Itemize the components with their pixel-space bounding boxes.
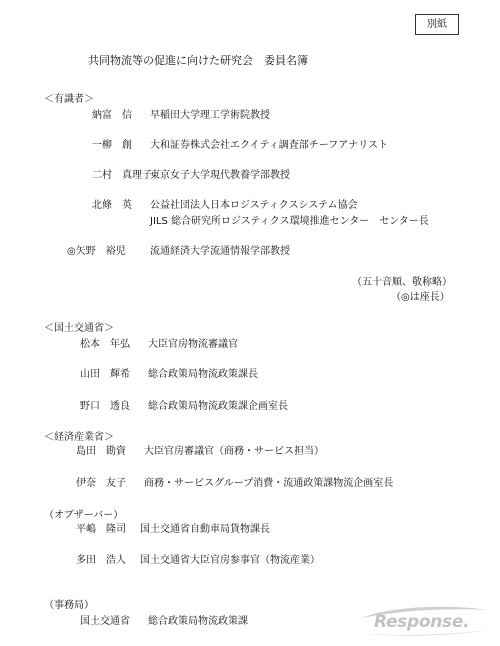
attachment-badge: 別紙 (415, 14, 459, 35)
response-watermark (360, 604, 492, 638)
member-affiliation: 総合政策局物流政策課企画室長 (148, 401, 288, 412)
section-heading-mlit: ＜国土交通省＞ (44, 323, 114, 334)
member-name: 松本 年弘 (80, 339, 130, 350)
member-name: 平嶋 隆司 (76, 524, 126, 535)
member-name: 野口 透良 (80, 401, 130, 412)
member-affiliation: 国土交通省大臣官房参事官（物流産業） (140, 555, 320, 566)
member-name: 島田 勘資 (76, 446, 126, 457)
member-affiliation: 商務・サービスグループ消費・流通政策課物流企画室長 (144, 478, 394, 489)
member-affiliation-line2: JILS 総合研究所ロジスティクス環境推進センター センター長 (150, 216, 429, 227)
member-name: 伊奈 友子 (76, 478, 126, 489)
chair-note: （◎は座長） (391, 292, 450, 303)
section-heading-meti: ＜経済産業省＞ (44, 432, 114, 443)
member-name: 北條 英 (92, 200, 132, 211)
member-affiliation: 東京女子大学現代教養学部教授 (150, 170, 290, 181)
member-name: 山田 輝希 (80, 369, 130, 380)
member-affiliation: 大和証券株式会社エクイティ調査部チーフアナリスト (150, 140, 388, 151)
section-heading-observers: （オブザーバー） (44, 510, 124, 521)
member-name-chair: ◎矢野 裕児 (67, 246, 126, 257)
member-affiliation: 総合政策局物流政策課長 (148, 369, 258, 380)
document-title: 共同物流等の促進に向けた研究会 委員名簿 (88, 54, 308, 67)
member-affiliation: 大臣官房物流審議官 (148, 339, 238, 350)
member-affiliation: 公益社団法人日本ロジスティクスシステム協会 (150, 200, 358, 211)
member-affiliation: 大臣官房審議官（商務・サービス担当） (144, 446, 324, 457)
member-affiliation: 国土交通省自動車局貨物課長 (140, 524, 270, 535)
watermark-text: Response. (374, 612, 470, 632)
member-name: 多田 浩人 (76, 555, 126, 566)
member-name: 二村 真理子 (92, 170, 152, 181)
member-name: 納富 信 (92, 110, 132, 121)
member-affiliation: 早稲田大学理工学術院教授 (150, 110, 270, 121)
section-heading-experts: ＜有識者＞ (44, 94, 94, 105)
member-name: 一柳 創 (92, 140, 132, 151)
member-affiliation: 流通経済大学流通情報学部教授 (150, 246, 290, 257)
section-heading-secretariat: （事務局） (44, 600, 94, 611)
secretariat-name: 国土交通省 (80, 616, 130, 627)
ordering-note: （五十音順、敬称略） (352, 277, 452, 288)
secretariat-affiliation: 総合政策局物流政策課 (148, 616, 248, 627)
